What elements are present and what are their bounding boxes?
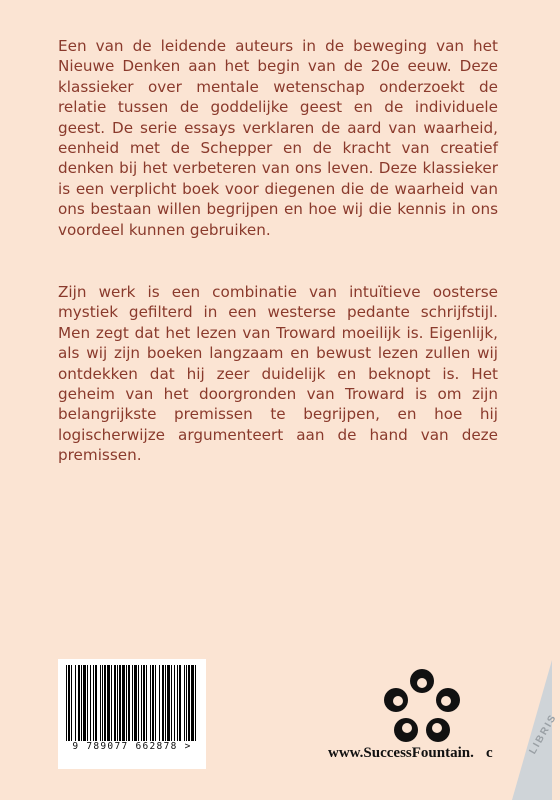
barcode-bar <box>179 665 181 741</box>
barcode-bar <box>155 665 156 741</box>
isbn-barcode <box>58 659 206 769</box>
barcode-bar <box>152 665 154 741</box>
barcode-bar <box>95 665 97 741</box>
barcode-bar <box>138 665 139 741</box>
barcode-bar <box>81 665 82 741</box>
barcode-bar <box>132 665 133 741</box>
barcode-bar <box>75 665 76 741</box>
description-paragraph-1: Een van de leidende auteurs in de beweging van het Nieuwe Denken aan het begin van de 20e eeuw. Deze klassieker over mentale wetenschap onderzoekt de relatie tussen de goddelijke geest en de individuele geest. De serie essays verklaren de aard van waarheid, eenheid met de Schepper en de kracht van creatief denken bij het verbeteren van ons leven. Deze klassieker is een verplicht boek voor diegenen die de waarheid van ons bestaan willen begrijpen en hoe wij die kennis in ons voordeel kunnen gebruiken. <box>58 37 498 239</box>
barcode-bar <box>100 665 101 741</box>
barcode-bar <box>191 665 194 741</box>
barcode-bar <box>102 665 103 741</box>
publisher-url-tail: c <box>486 745 493 761</box>
barcode-bar <box>83 665 86 741</box>
barcode-bar <box>107 665 110 741</box>
barcode-bar <box>174 665 175 741</box>
barcode-bars <box>64 665 200 741</box>
barcode-bar <box>134 665 137 741</box>
barcode-bar <box>111 665 112 741</box>
barcode-bar <box>114 665 116 741</box>
publisher-url[interactable]: www.SuccessFountain. <box>328 745 474 761</box>
barcode-bar <box>128 665 130 741</box>
isbn-digits: 9 789077 662878 > <box>72 741 192 752</box>
barcode-bar <box>126 665 127 741</box>
barcode-bar <box>159 665 160 741</box>
barcode-bar <box>87 665 88 741</box>
barcode-bar <box>195 665 196 741</box>
barcode-bar <box>122 665 125 741</box>
barcode-bar <box>186 665 187 741</box>
barcode-bar <box>104 665 106 741</box>
description-paragraph-2: Zijn werk is een combinatie van intuïtieve oosterse mystiek gefilterd in een westerse pedante schrijfstijl. Men zegt dat het lezen van Troward moeilijk is. Eigenlijk, als wij zijn boeken langzaam en bewust lezen zullen wij ontdekken dat hij zeer duidelijk en beknopt is. Het geheim van het doorgronden van Troward is om zijn belangrijkste premissen te begrijpen, en hoe hij logischerwijze argumenteert aan de hand van deze premissen. <box>58 283 498 465</box>
ribbon-text: LIBRIS <box>527 712 560 757</box>
barcode-bar <box>117 665 118 741</box>
barcode-bar <box>146 665 147 741</box>
barcode-bar <box>162 665 164 741</box>
barcode-bar <box>141 665 142 741</box>
barcode-bar <box>78 665 80 741</box>
barcode-bar <box>177 665 178 741</box>
barcode-bar <box>184 665 185 741</box>
barcode-bar <box>171 665 172 741</box>
barcode-bar <box>165 665 166 741</box>
barcode-bar <box>66 665 67 741</box>
barcode-bar <box>93 665 94 741</box>
barcode-bar <box>143 665 145 741</box>
barcode-bar <box>90 665 91 741</box>
barcode-bar <box>68 665 70 741</box>
barcode-bar <box>150 665 151 741</box>
barcode-bar <box>167 665 170 741</box>
barcode-bar <box>188 665 190 741</box>
barcode-bar <box>119 665 121 741</box>
flower-logo-icon <box>382 668 462 744</box>
barcode-bar <box>71 665 72 741</box>
